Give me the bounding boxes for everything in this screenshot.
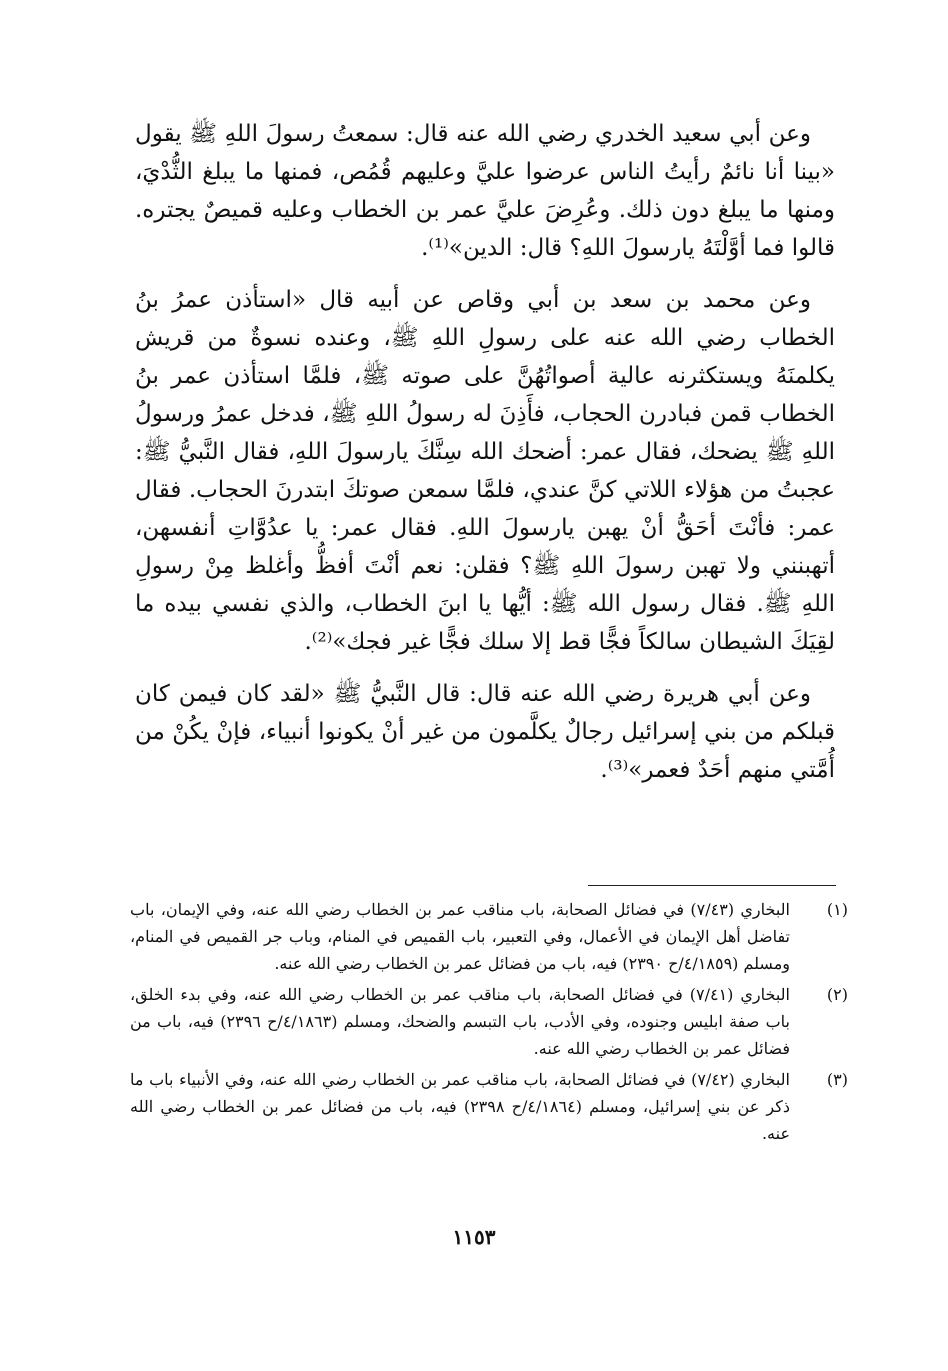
- page-number: ١١٥٣: [452, 1225, 496, 1249]
- footnote-text: البخاري (٧/٤٣) في فضائل الصحابة، باب مناقب عمر بن الخطاب رضي الله عنه، وفي الإيمان، باب تفاضل أهل الإيمان في الأعمال، وفي التعبير، باب القميص في المنام، وباب جر القميص في المنام، ومسلم (٤/١٨٥٩/ح ٢٣٩٠) فيه، باب من فضائل عمر بن الخطاب رضي الله عنه.: [130, 900, 791, 973]
- footnote-3: [130, 1066, 848, 1147]
- footnote-text: البخاري (٧/٤١) في فضائل الصحابة، باب مناقب عمر بن الخطاب رضي الله عنه، وفي بدء الخلق، باب صفة ابليس وجنوده، وفي الأدب، باب التبسم والضحك، ومسلم (٤/١٨٦٣/ح ٢٣٩٦) فيه، باب من فضائل عمر بن الخطاب رضي الله عنه.: [130, 985, 791, 1058]
- footnote-1: [130, 896, 848, 977]
- footnote-text: البخاري (٧/٤٢) في فضائل الصحابة، باب مناقب عمر بن الخطاب رضي الله عنه، وفي الأنبياء باب ما ذكر عن بني إسرائيل، ومسلم (٤/١٨٦٤/ح ٢٣٩٨) فيه، باب من فضائل عمر بن الخطاب رضي الله عنه.: [130, 1070, 791, 1143]
- footnote-number: (٣): [826, 1070, 848, 1089]
- paragraph-abu-hurayra: وعن أبي هريرة رضي الله عنه قال: قال النَّبيُّ ﷺ «لقد كان فيمن كان قبلكم من بني إسرائيل رجالٌ يكلَّمون من غير أنْ يكونوا أنبياء، فإنْ يكُنْ من أُمَّتي منهم أحَدٌ فعمر»⁽³⁾.: [135, 681, 835, 783]
- footnote-number: (١): [826, 900, 848, 919]
- footnote-number: (٢): [826, 985, 848, 1004]
- footnotes: [130, 896, 848, 1151]
- footnote-separator: [588, 885, 836, 886]
- footnote-2: [130, 981, 848, 1062]
- main-text: [135, 115, 835, 789]
- paragraph-abu-said: وعن أبي سعيد الخدري رضي الله عنه قال: سمعتُ رسولَ اللهِ ﷺ يقول «بينا أنا نائمٌ رأيتُ الناس عرضوا عليَّ وعليهم قُمُص، فمنها ما يبلغ الثُّدْيَ، ومنها ما يبلغ دون ذلك. وعُرِضَ عليَّ عمر بن الخطاب وعليه قميصٌ يجتره. قالوا فما أوَّلْتَهُ يارسولَ اللهِ؟ قال: الدين»⁽¹⁾.: [135, 121, 835, 261]
- paragraph-muhammad-ibn-saad: وعن محمد بن سعد بن أبي وقاص عن أبيه قال «استأذن عمرُ بنُ الخطاب رضي الله عنه على رسولِ اللهِ ﷺ، وعنده نسوةٌ من قريش يكلمنَهُ ويستكثرنه عالية أصواتُهُنَّ على صوته ﷺ، فلمَّا استأذن عمر بنُ الخطاب قمن فبادرن الحجاب، فأَذِنَ له رسولُ اللهِ ﷺ، فدخل عمرُ ورسولُ اللهِ ﷺ يضحك، فقال عمر: أضحك الله سِنَّكَ يارسولَ اللهِ، فقال النَّبيُّ ﷺ: عجبتُ من هؤلاء اللاتي كنَّ عندي، فلمَّا سمعن صوتكَ ابتدرنَ الحجاب. فقال عمر: فأنْتَ أحَقُّ أنْ يهبن يارسولَ اللهِ. فقال عمر: يا عدُوَّاتِ أنفسهن، أتهبنني ولا تهبن رسولَ اللهِ ﷺ؟ فقلن: نعم أنْتَ أفظُّ وأغلظ مِنْ رسولِ اللهِ ﷺ. فقال رسول الله ﷺ: أيُّها يا ابنَ الخطاب، والذي نفسي بيده ما لقِيَكَ الشيطان سالكاً فجًّا قط إلا سلك فجًّا غير فجك»⁽²⁾.: [135, 287, 835, 655]
